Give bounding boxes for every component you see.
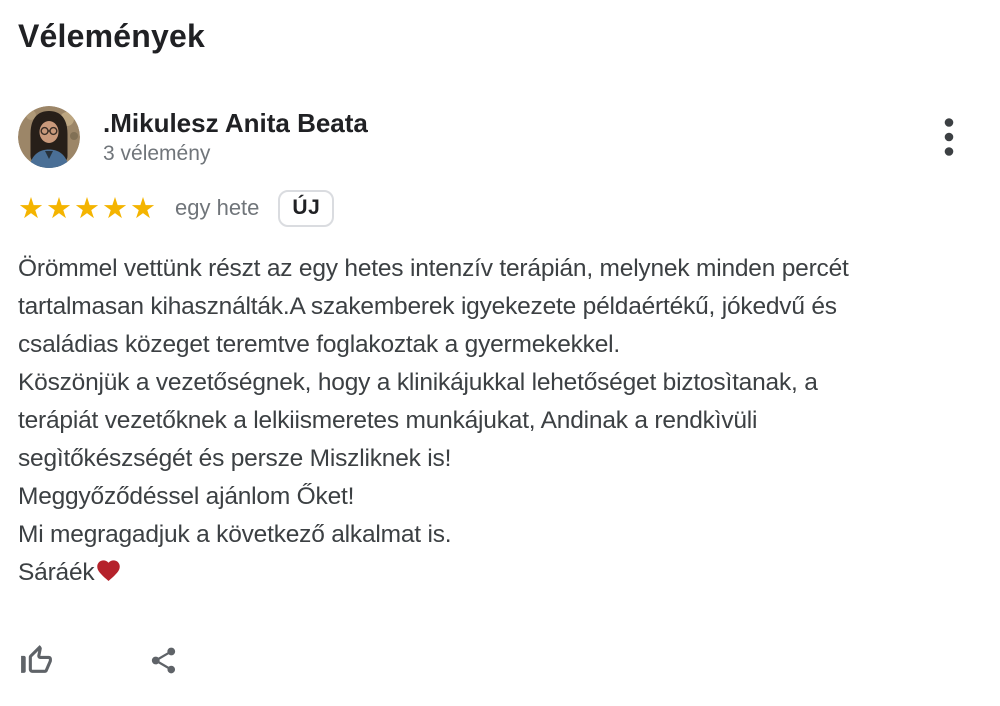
star-icon: ★	[18, 190, 46, 225]
share-button[interactable]	[148, 645, 179, 676]
review-actions	[18, 642, 982, 679]
review-text-line: családias közeget teremtve foglakoztak a gyermekekkel.	[18, 331, 620, 358]
rating-row	[18, 188, 982, 228]
reviewer-name: .Mikulesz Anita Beata	[103, 108, 368, 138]
review-text-line: Meggyőződéssel ajánlom Őket!	[18, 483, 355, 510]
red-heart-icon	[94, 559, 122, 586]
review-text-line: Köszönjük a vezetőségnek, hogy a klinikájukkal lehetőséget biztosìtanak, a	[18, 369, 818, 396]
review-header	[18, 106, 982, 168]
review-signature: Sáráék	[18, 559, 95, 586]
new-badge: ÚJ	[278, 190, 334, 227]
reviewer-photo-icon	[18, 106, 80, 168]
review-card	[18, 106, 982, 679]
thumbs-up-icon	[18, 642, 55, 679]
review-text-line: Mi megragadjuk a következő alkalmat is.	[18, 521, 452, 548]
review-time: egy hete	[175, 195, 260, 220]
star-icon: ★	[46, 190, 74, 225]
review-text-line: segìtőkészségét és persze Miszliknek is!	[18, 445, 452, 472]
author-block[interactable]	[103, 108, 368, 166]
kebab-menu-icon	[944, 117, 954, 157]
star-icon: ★	[102, 190, 130, 225]
reviewer-review-count: 3 vélemény	[103, 142, 211, 165]
review-body	[18, 250, 982, 592]
star-rating	[18, 190, 158, 225]
review-text-line: terápiát vezetőknek a lelkiismeretes munkájukat, Andinak a rendkìvüli	[18, 407, 758, 434]
review-text-line: tartalmasan kihasználták.A szakemberek igyekezete példaértékű, jókedvű és	[18, 293, 837, 320]
like-button[interactable]	[18, 642, 55, 679]
review-text-line: Örömmel vettünk részt az egy hetes intenzív terápián, melynek minden percét	[18, 255, 849, 282]
page-title: Vélemények	[18, 18, 206, 54]
review-signature-line	[18, 554, 982, 592]
star-icon: ★	[74, 190, 102, 225]
avatar[interactable]	[18, 106, 80, 168]
share-icon	[148, 645, 179, 676]
star-icon: ★	[130, 190, 158, 225]
overflow-menu-button[interactable]	[938, 113, 960, 161]
